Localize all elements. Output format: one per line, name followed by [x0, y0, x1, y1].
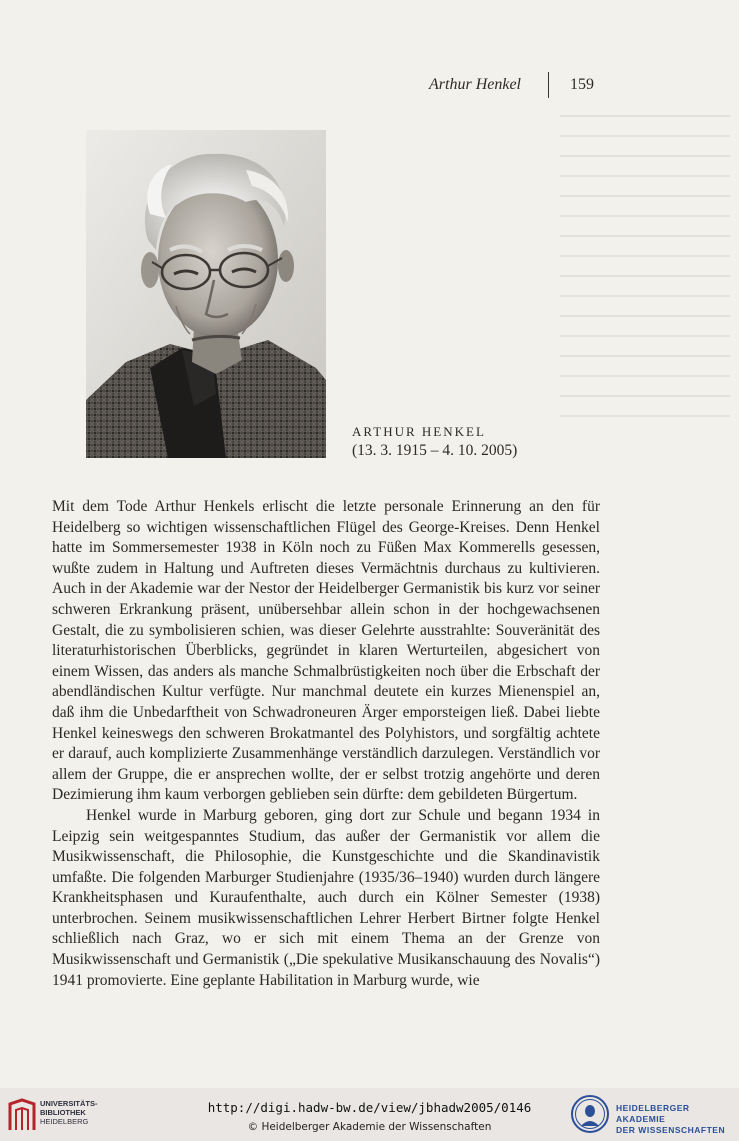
permalink-url[interactable]: http://digi.hadw-bw.de/view/jbhadw2005/0146: [207, 1100, 532, 1115]
photo-caption: [352, 424, 517, 460]
paragraph: Henkel wurde in Marburg geboren, ging dort zur Schule und begann 1934 in Leipzig sein weitgespanntes Studium, das außer der Germanistik vor allem die Musikwissenschaft, die Philosophie, die Kunstgeschichte und die Skandinavistik umfaßte. Die folgenden Marburger Studienjahre (1935/36–1940) wurden durch längere Krankheitsphasen und Kuraufenthalte, auch durch ein Kölner Semester (1938) unterbrochen. Seinem musikwissenschaftlichen Lehrer Herbert Birtner folgte Henkel schließlich nach Graz, wo er sich mit einem Thema an der Grenze von Musikwissenschaft und Germanistik („Die spekulative Musikanschauung des Novalis“) 1941 promovierte. Eine geplante Habilitation in Marburg wurde, wie: [52, 806, 600, 989]
portrait-photo: [86, 130, 326, 458]
academy-line-1: HEIDELBERGER AKADEMIE: [616, 1103, 690, 1124]
caption-dates: (13. 3. 1915 – 4. 10. 2005): [352, 442, 518, 459]
viewer-footer: [0, 1088, 739, 1141]
running-head-divider: [548, 72, 549, 98]
academy-seal-icon: [570, 1094, 610, 1134]
academy-line-2: DER WISSENSCHAFTEN: [616, 1125, 726, 1135]
running-head-title: Arthur Henkel: [429, 76, 521, 93]
library-line-3: HEIDELBERG: [40, 1117, 89, 1126]
library-line-1: UNIVERSITÄTS-: [40, 1099, 98, 1108]
copyright-notice: © Heidelberger Akademie der Wissenschaften: [247, 1121, 492, 1133]
caption-name: ARTHUR HENKEL: [352, 424, 486, 439]
academy-logo[interactable]: [570, 1094, 735, 1134]
page-number: 159: [570, 76, 594, 93]
paragraph: Mit dem Tode Arthur Henkels erlischt die letzte personale Erinnerung an den für Heidelberg so wichtigen wissenschaftlichen Flügel des George-Kreises. Denn Henkel hatte im Sommersemester 1938 in Köln noch zu Füßen Max Kommerells gesessen, wußte zudem in Haltung und Auftreten dieses Vermächtnis durchaus zu kultivieren. Auch in der Akademie war der Nestor der Heidelberger Germanistik bis kurz vor seiner schweren Erkrankung präsent, unübersehbar allein schon in der hochgewachsenen Gestalt, die zu symbolisieren schien, was dieser Gelehrte ausstrahlte: Souveränität des literaturhistorischen Überblicks, gegründet in klaren Werturteilen, abgesichert von einem Wissen, das anders als manche Schmalbrüstigkeiten noch über die Erbschaft der abendländischen Kultur verfügte. Nur manchmal deutete ein kurzes Mienenspiel an, daß ihm die Unbedarftheit von Schwadroneuren Ärger emporsteigen ließ. Dabei liebte Henkel keineswegs den schweren Brokatmantel des Polyhistors, und sorgfältig achtete er darauf, auch komplizierte Zusammenhänge verständlich darzulegen. Verständlich vor allem der Gruppe, die er ansprechen wollte, der er selbst trotzig angehörte und deren Dezimierung ihm kaum verborgen geblieben sein dürfte: dem gebildeten Bürgertum.: [52, 498, 600, 804]
obituary-text: [52, 497, 600, 991]
library-line-2: BIBLIOTHEK: [40, 1108, 86, 1117]
show-through-text: [560, 115, 730, 475]
running-head: [0, 72, 739, 102]
academy-name: [616, 1103, 735, 1136]
